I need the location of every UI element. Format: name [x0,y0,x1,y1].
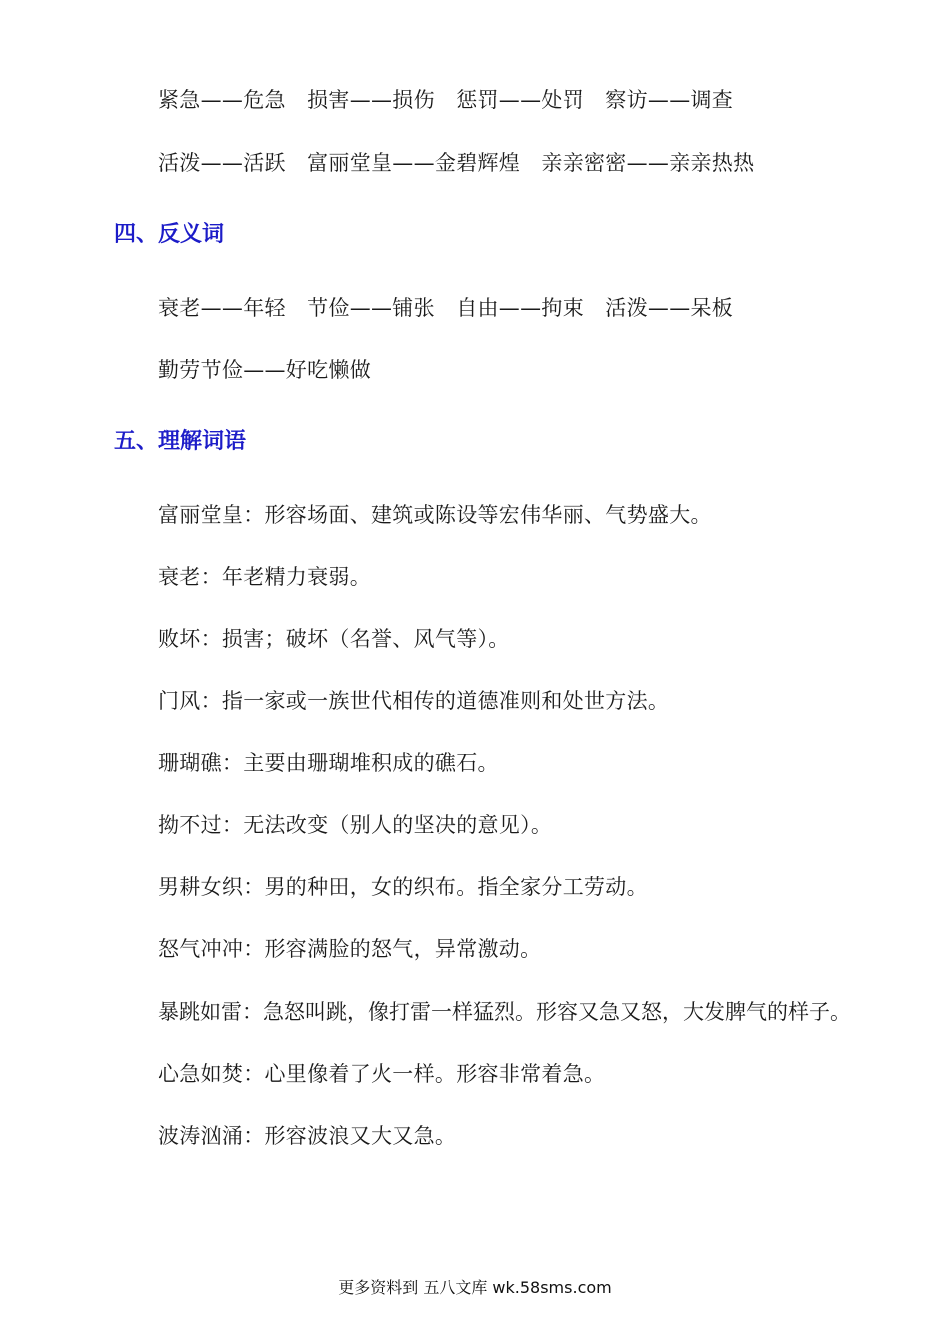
synonym-line: 紧急——危急 损害——损伤 惩罚——处罚 察访——调查 [158,88,734,112]
vocabulary-entry: 富丽堂皇：形容场面、建筑或陈设等宏伟华丽、气势盛大。 [158,503,712,527]
vocabulary-entry: 波涛汹涌：形容波浪又大又急。 [158,1124,457,1148]
section-heading-vocabulary: 五、理解词语 [114,429,247,454]
vocabulary-entry: 怒气冲冲：形容满脸的怒气，异常激动。 [158,937,542,961]
vocabulary-entry: 门风：指一家或一族世代相传的道德准则和处世方法。 [158,689,670,713]
vocabulary-entry: 男耕女织：男的种田，女的织布。指全家分工劳动。 [158,875,648,899]
synonym-line: 活泼——活跃 富丽堂皇——金碧辉煌 亲亲密密——亲亲热热 [158,151,755,175]
vocabulary-entry: 拗不过：无法改变（别人的坚决的意见）。 [158,813,553,837]
section-heading-antonyms: 四、反义词 [114,222,225,247]
vocabulary-entry: 败坏：损害；破坏（名誉、风气等）。 [158,627,510,651]
antonym-line: 勤劳节俭——好吃懒做 [158,358,371,382]
vocabulary-entry: 心急如焚：心里像着了火一样。形容非常着急。 [158,1062,606,1086]
antonym-line: 衰老——年轻 节俭——铺张 自由——拘束 活泼——呆板 [158,296,734,320]
footer-link-text[interactable]: 更多资料到 五八文库 wk.58sms.com [338,1278,612,1297]
vocabulary-entry: 珊瑚礁：主要由珊瑚堆积成的礁石。 [158,751,499,775]
vocabulary-entry: 衰老：年老精力衰弱。 [158,565,371,589]
vocabulary-entry: 暴跳如雷：急怒叫跳，像打雷一样猛烈。形容又急又怒，大发脾气的样子。 [158,1000,851,1024]
